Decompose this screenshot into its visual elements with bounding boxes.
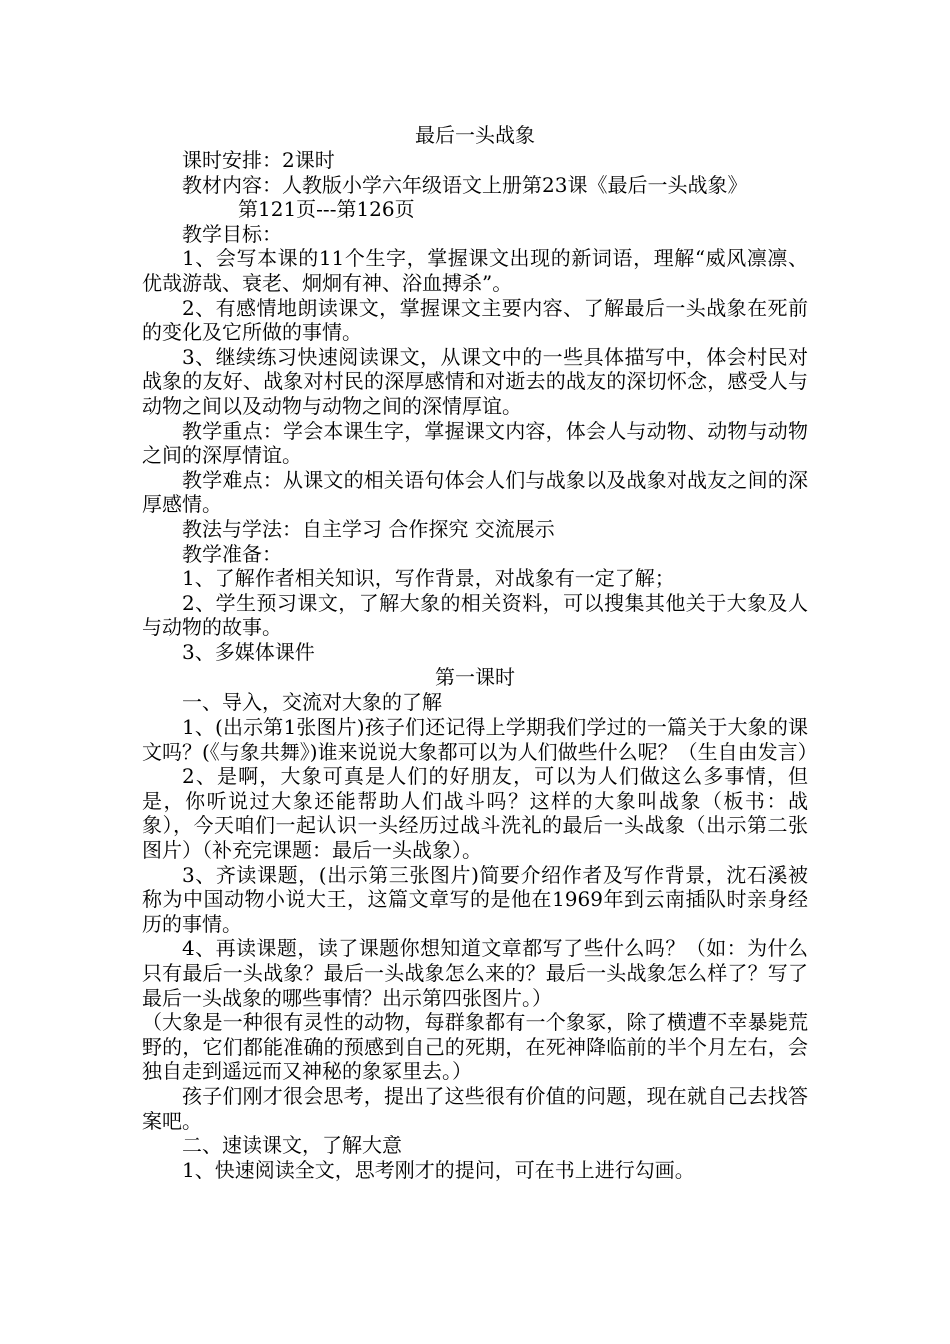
paragraph: 教法与学法：自主学习 合作探究 交流展示 [182,516,555,541]
paragraph: 一、导入，交流对大象的了解 [182,690,442,715]
paragraph: 教学难点：从课文的相关语句体会人们与战象以及战象对战友之间的深厚感情。 [142,467,808,517]
paragraph: 1、会写本课的11个生字，掌握课文出现的新词语，理解“威风凛凛、优哉游哉、衰老、炯炯有神、浴血搏杀”。 [142,246,808,295]
paragraph: 教学目标： [182,221,282,246]
paragraph: （大象是一种很有灵性的动物，每群象都有一个象冢，除了横遭不幸暴毙荒野的，它们都能准确的预感到自己的死期，在死神降临前的半个月左右，会独自走到遥远而又神秘的象冢里去。） [142,1010,808,1084]
paragraph: 2、有感情地朗读课文，掌握课文主要内容、了解最后一头战象在死前的变化及它所做的事情。 [142,295,808,345]
paragraph: 1、快速阅读全文，思考刚才的提问，可在书上进行勾画。 [182,1157,695,1182]
paragraph: 2、是啊，大象可真是人们的好朋友，可以为人们做这么多事情，但是，你听说过大象还能帮助人们战斗吗？这样的大象叫战象（板书：战象），今天咱们一起认识一头经历过战斗洗礼的最后一头战象（出示第二张图片）（补充完课题：最后一头战象）。 [142,764,808,863]
lesson-body [142,690,818,1182]
paragraph: 3、齐读课题，(出示第三张图片)简要介绍作者及写作背景，沈石溪被称为中国动物小说大王，这篇文章写的是他在1969年到云南插队时亲身经历的事情。 [142,862,808,936]
paragraph: 二、速读课文，了解大意 [182,1133,402,1158]
document-title: 最后一头战象 [415,123,535,147]
paragraph: 1、了解作者相关知识，写作背景，对战象有一定了解； [182,566,675,591]
paragraph: 教学准备： [182,541,282,566]
paragraph: 孩子们刚才很会思考，提出了这些很有价值的问题，现在就自己去找答案吧。 [142,1083,808,1133]
paragraph: 1、(出示第1张图片)孩子们还记得上学期我们学过的一篇关于大象的课文吗？(《与象共舞》)谁来说说大象都可以为人们做些什么呢？（生自由发言） [142,715,818,764]
section-title: 第一课时 [435,665,515,690]
paragraph: 3、继续练习快速阅读课文，从课文中的一些具体描写中，体会村民对战象的友好、战象对村民的深厚感情和对逝去的战友的深切怀念，感受人与动物之间以及动物与动物之间的深情厚谊。 [142,344,808,418]
paragraph: 教学重点：学会本课生字，掌握课文内容，体会人与动物、动物与动物之间的深厚情谊。 [142,418,808,468]
paragraph: 第121页---第126页 [238,197,415,222]
paragraph: 2、学生预习课文，了解大象的相关资料，可以搜集其他关于大象及人与动物的故事。 [142,590,808,640]
paragraph: 3、多媒体课件 [182,639,315,664]
paragraph: 课时安排：2课时 [182,148,335,172]
lesson-overview [142,148,808,664]
paragraph: 4、再读课题，读了课题你想知道文章都写了些什么吗？（如：为什么只有最后一头战象？最后一头战象怎么来的？最后一头战象怎么样了？写了最后一头战象的哪些事情？出示第四张图片。） [142,936,808,1010]
paragraph: 教材内容：人教版小学六年级语文上册第23课《最后一头战象》 [182,172,748,197]
